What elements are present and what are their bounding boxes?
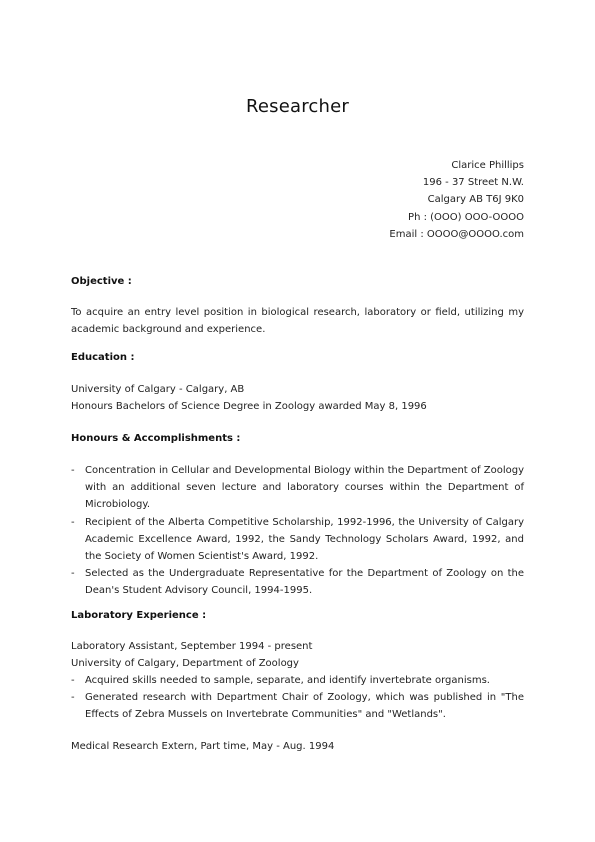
lab-extern	[71, 738, 524, 755]
contact-address-line1: 196 - 37 Street N.W.	[422, 177, 524, 189]
lab-item-text: Acquired skills needed to sample, separate, and identify invertebrate organisms.	[85, 675, 490, 686]
bullet-dash: -	[71, 675, 75, 686]
honours-item-text: Concentration in Cellular and Developmental Biology within the Department of Zoology with an additional seven lecture and laboratory courses within the Department of Microbiology.	[85, 465, 524, 511]
lab-block	[71, 638, 524, 672]
objective-heading: Objective :	[71, 276, 132, 287]
honours-item	[71, 514, 524, 566]
honours-item	[71, 462, 524, 514]
objective-text: To acquire an entry level position in biological research, laboratory or field, utilizing my academic background and experience.	[71, 307, 524, 336]
lab-institution: University of Calgary, Department of Zoology	[71, 658, 299, 670]
contact-email: Email : OOOO@OOOO.com	[389, 228, 524, 240]
document-title: Researcher	[245, 96, 350, 117]
lab-item	[71, 672, 524, 689]
education-block	[71, 381, 524, 415]
education-degree: Honours Bachelors of Science Degree in Zoology awarded May 8, 1996	[71, 401, 427, 413]
honours-item-text: Selected as the Undergraduate Representative for the Department of Zoology on the Dean's Student Advisory Council, 1994-1995.	[85, 568, 524, 597]
lab-list	[71, 672, 524, 724]
lab-heading: Laboratory Experience :	[71, 610, 207, 621]
education-school: University of Calgary - Calgary, AB	[71, 384, 245, 395]
bullet-dash: -	[71, 516, 75, 528]
lab-extern-text: Medical Research Extern, Part time, May - Aug. 1994	[71, 741, 335, 752]
lab-item-text: Generated research with Department Chair of Zoology, which was published in "The Effects of Zebra Mussels on Invertebrate Communities" and "Wetlands".	[85, 692, 524, 721]
bullet-dash: -	[71, 692, 75, 704]
bullet-dash: -	[71, 568, 75, 580]
honours-item	[71, 565, 524, 599]
contact-name: Clarice Phillips	[451, 160, 524, 171]
contact-phone: Ph : (OOO) OOO-OOOO	[408, 211, 524, 223]
honours-item-text: Recipient of the Alberta Competitive Scholarship, 1992-1996, the University of Calgary Academic Excellence Award, 1992, the Sandy Technology Scholars Award, 1992, and the Society of Women Scientist's Award, 1992.	[85, 516, 524, 563]
bullet-dash: -	[71, 465, 75, 476]
lab-position: Laboratory Assistant, September 1994 - present	[71, 641, 313, 652]
education-heading: Education :	[71, 352, 135, 363]
contact-address-line2: Calgary AB T6J 9K0	[427, 194, 524, 206]
lab-item	[71, 689, 524, 723]
contact-block	[389, 157, 524, 243]
honours-list	[71, 462, 524, 600]
honours-heading: Honours & Accomplishments :	[71, 433, 241, 444]
